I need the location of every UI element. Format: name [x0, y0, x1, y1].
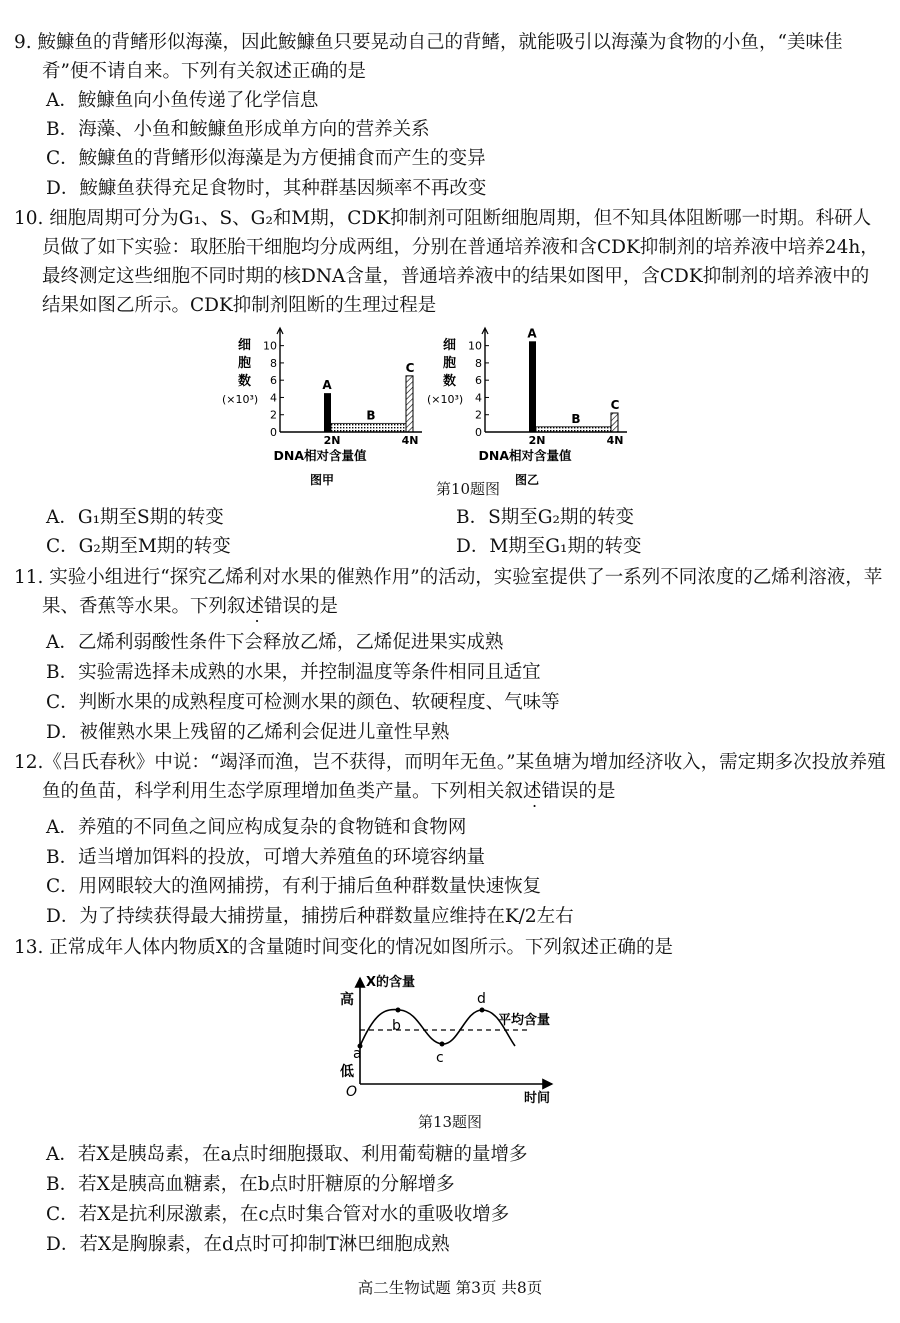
question-11-stem: 11. 实验小组进行“探究乙烯利对水果的催熟作用”的活动，实验室提供了一系列不同浓度的乙烯利溶液，苹果、香蕉等水果。下列叙述: [14, 567, 883, 617]
yi-x-tick-2n: 2N: [528, 434, 546, 447]
low-label: 低: [340, 1064, 354, 1080]
point-b-label: b: [392, 1018, 401, 1034]
q11-emphasis: 错误: [264, 596, 302, 617]
jia-title: 图甲: [309, 473, 335, 487]
question-10-stem: 10. 细胞周期可分为G₁、S、G₂和M期，CDK抑制剂可阻断细胞周期，但不知具体阻断哪一时期。科研人员做了如下实验：取胚胎干细胞均分成两组，分别在普通培养液和含CDK抑制剂的培养液中培养24h，最终测定这些细胞不同时期的核DNA含量，普通培养液中的结果如图甲，含CDK抑制剂的培养液中的结果如图乙所示。CDK抑制剂阻断的生理过程是: [14, 208, 879, 316]
jia-y-tick-label: 6: [270, 374, 277, 388]
point-d: [480, 1008, 485, 1013]
origin-label: O: [346, 1084, 358, 1100]
jia-y-tick-label: 2: [270, 408, 277, 422]
point-b: [396, 1008, 401, 1013]
q11-option-a: A．乙烯利弱酸性条件下会释放乙烯，乙烯促进果实成熟: [46, 632, 504, 653]
yi-y-tick-label: 4: [475, 391, 482, 405]
yi-bar-a-label: A: [527, 326, 537, 341]
q9-option-a: A．鮟鱇鱼向小鱼传递了化学信息: [46, 90, 319, 111]
figure-13: [330, 972, 570, 1107]
jia-y-tick-label: 8: [270, 356, 277, 370]
q11-option-d: D．被催熟水果上残留的乙烯利会促进儿童性早熟: [46, 722, 450, 743]
yi-bar-c-label: C: [610, 398, 620, 412]
yi-ylabel-unit: (×10³): [427, 393, 464, 406]
q10-figure-caption: 第10题图: [435, 480, 501, 498]
jia-ylabel-char: 胞: [238, 356, 252, 371]
point-a-label: a: [353, 1046, 362, 1062]
question-11: [14, 563, 886, 621]
question-12: [14, 748, 886, 806]
yi-y-tick-label: 10: [468, 339, 482, 353]
y-axis-label: X的含量: [366, 975, 416, 990]
point-c: [440, 1042, 445, 1047]
yi-x-tick-4n: 4N: [606, 434, 624, 447]
content-curve: [360, 1010, 515, 1046]
yi-title: 图乙: [514, 473, 540, 487]
q13-option-b: B．若X是胰高血糖素，在b点时肝糖原的分解增多: [46, 1174, 455, 1195]
q12-emphasis: 错误: [541, 781, 579, 802]
yi-xlabel: DNA相对含量值: [478, 448, 572, 463]
q9-option-b: B．海藻、小鱼和鮟鱇鱼形成单方向的营养关系: [46, 119, 430, 140]
question-9-stem: 9. 鮟鱇鱼的背鳍形似海藻，因此鮟鱇鱼只要晃动自己的背鳍，就能吸引以海藻为食物的小鱼，“美味佳肴”便不请自来。下列有关叙述正确的是: [14, 32, 843, 82]
jia-bar-c: [406, 376, 413, 432]
yi-bar-c: [611, 413, 618, 432]
page-footer: 高二生物试题 第3页 共8页: [357, 1279, 543, 1297]
q11-stem-end: 的是: [301, 596, 339, 617]
jia-y-tick-label: 4: [270, 391, 277, 405]
yi-bar-a: [529, 341, 536, 432]
yi-y-tick-label: 8: [475, 356, 482, 370]
q10-option-d: D．M期至G₁期的转变: [456, 536, 642, 557]
yi-bar-b: [536, 427, 611, 432]
jia-x-tick-4n: 4N: [401, 434, 419, 447]
q12-option-c: C．用网眼较大的渔网捕捞，有利于捕后鱼种群数量快速恢复: [46, 876, 542, 897]
jia-x-tick-2n: 2N: [323, 434, 341, 447]
q10-option-a: A．G₁期至S期的转变: [46, 507, 224, 528]
q13-option-d: D．若X是胸腺素，在d点时可抑制T淋巴细胞成熟: [46, 1234, 450, 1255]
figure-10: [220, 325, 660, 490]
question-10: [14, 204, 886, 320]
jia-bar-b: [331, 423, 406, 432]
yi-ylabel-char: 胞: [443, 356, 457, 371]
yi-y-tick-label: 6: [475, 374, 482, 388]
q12-option-a: A．养殖的不同鱼之间应构成复杂的食物链和食物网: [46, 817, 467, 838]
q10-option-b: B．S期至G₂期的转变: [456, 507, 634, 528]
jia-ylabel-char: 数: [238, 374, 252, 389]
q13-figure-caption: 第13题图: [417, 1113, 483, 1131]
jia-bar-a: [324, 393, 331, 432]
q12-stem-end: 的是: [578, 781, 616, 802]
chart-yi: [427, 326, 627, 487]
jia-xlabel: DNA相对含量值: [273, 448, 367, 463]
chart-jia: [222, 328, 422, 487]
x-axis-label: 时间: [524, 1091, 551, 1106]
q9-option-d: D．鮟鱇鱼获得充足食物时，其种群基因频率不再改变: [46, 178, 487, 199]
yi-ylabel-char: 细: [443, 338, 457, 353]
jia-bar-b-label: B: [366, 408, 376, 423]
q11-option-b: B．实验需选择未成熟的水果，并控制温度等条件相同且适宜: [46, 662, 541, 683]
average-label: 平均含量: [498, 1013, 551, 1028]
jia-ylabel-char: 细: [238, 338, 252, 353]
jia-y-tick-label: 10: [263, 339, 277, 353]
jia-bar-a-label: A: [322, 378, 332, 393]
question-12-stem: 12.《吕氏春秋》中说：“竭泽而渔，岂不获得，而明年无鱼。”某鱼塘为增加经济收入，需定期多次投放养殖鱼的鱼苗，科学利用生态学原理增加鱼类产量。下列相关叙述: [14, 752, 886, 802]
question-13: [14, 933, 886, 962]
yi-y-tick-label: 2: [475, 408, 482, 422]
point-c-label: c: [436, 1050, 444, 1066]
jia-bar-c-label: C: [405, 360, 415, 375]
question-9: [14, 28, 886, 86]
q12-option-d: D．为了持续获得最大捕捞量，捕捞后种群数量应维持在K/2左右: [46, 906, 574, 927]
q12-option-b: B．适当增加饵料的投放，可增大养殖鱼的环境容纳量: [46, 847, 486, 868]
q13-option-c: C．若X是抗利尿激素，在c点时集合管对水的重吸收增多: [46, 1204, 510, 1225]
point-d-label: d: [477, 991, 486, 1007]
q11-option-c: C．判断水果的成熟程度可检测水果的颜色、软硬程度、气味等: [46, 692, 560, 713]
q13-option-a: A．若X是胰岛素，在a点时细胞摄取、利用葡萄糖的量增多: [46, 1144, 528, 1165]
q10-option-c: C．G₂期至M期的转变: [46, 536, 231, 557]
jia-ylabel-unit: (×10³): [222, 393, 259, 406]
q9-option-c: C．鮟鱇鱼的背鳍形似海藻是为方便捕食而产生的变异: [46, 148, 486, 169]
jia-y-tick-label: 0: [270, 426, 277, 439]
high-label: 高: [340, 992, 354, 1008]
yi-bar-b-label: B: [571, 411, 581, 426]
question-13-stem: 13. 正常成年人体内物质X的含量随时间变化的情况如图所示。下列叙述正确的是: [14, 937, 673, 958]
yi-y-tick-label: 0: [475, 426, 482, 439]
yi-ylabel-char: 数: [443, 374, 457, 389]
